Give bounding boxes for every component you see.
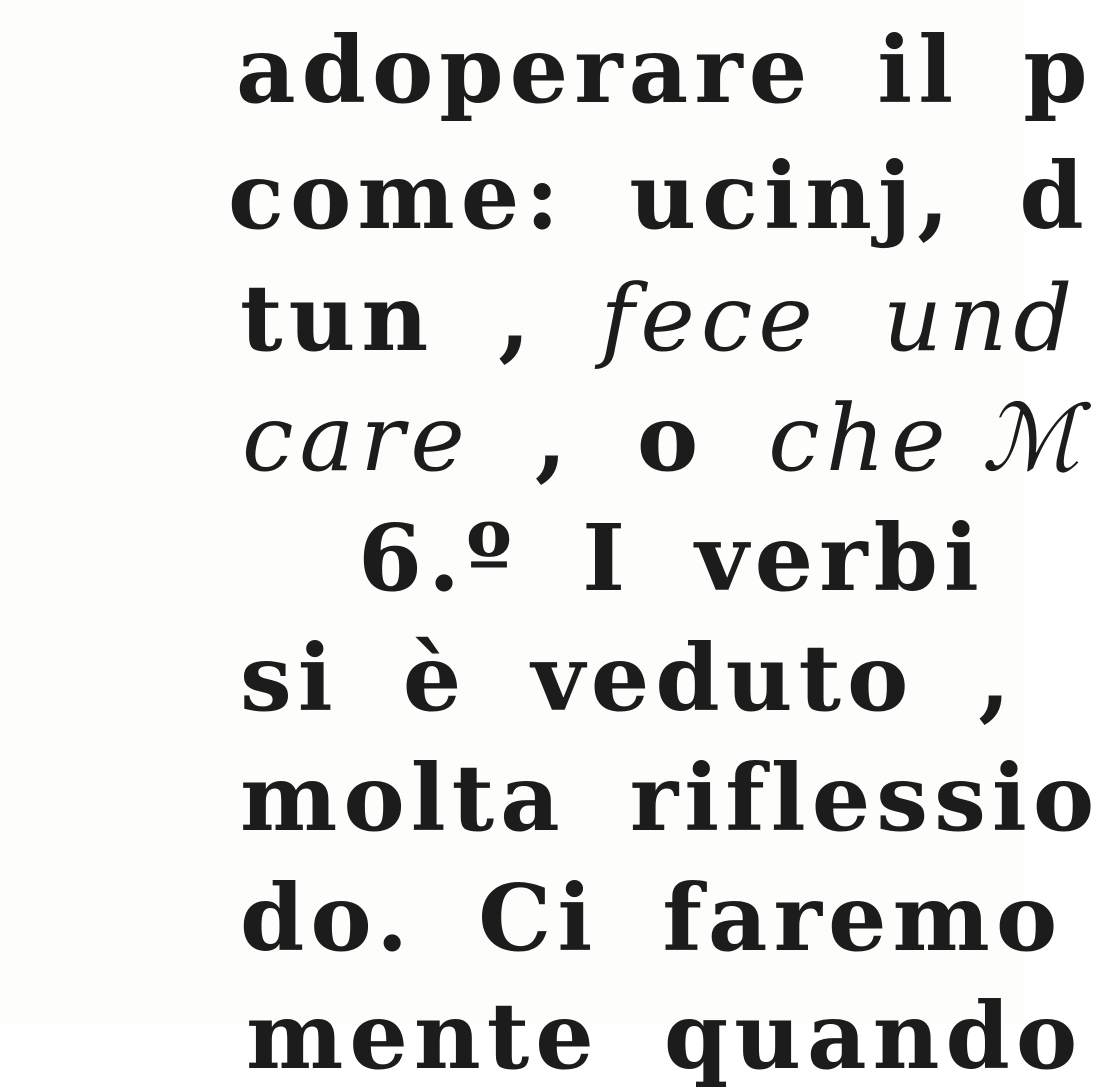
text-line-8: do. Ci faremo xyxy=(240,864,1064,972)
text-line-3 xyxy=(240,264,1079,372)
text-line-4-roman: , o xyxy=(470,384,769,492)
text-line-2: come: ucinj, d xyxy=(228,142,1090,250)
text-line-4-italic-word: care xyxy=(242,385,471,492)
text-line-1: adoperare il p xyxy=(236,16,1094,124)
text-line-9-cut-off: mente quando xyxy=(246,982,1084,1090)
text-line-4-italic-glyph: ℳ xyxy=(981,385,1086,492)
text-line-4-italic-che: che xyxy=(768,385,952,492)
text-line-4 xyxy=(242,384,1086,492)
text-line-7: molta riflessio xyxy=(240,744,1100,852)
text-line-3-gap xyxy=(819,264,883,372)
text-line-3-italic-word: fece xyxy=(600,265,819,372)
text-line-3-italic-fragment: und xyxy=(882,265,1079,372)
text-line-6: si è veduto , xyxy=(240,624,1017,732)
text-line-5: 6.º I verbi xyxy=(358,504,985,612)
text-line-3-roman: tun , xyxy=(240,264,601,372)
